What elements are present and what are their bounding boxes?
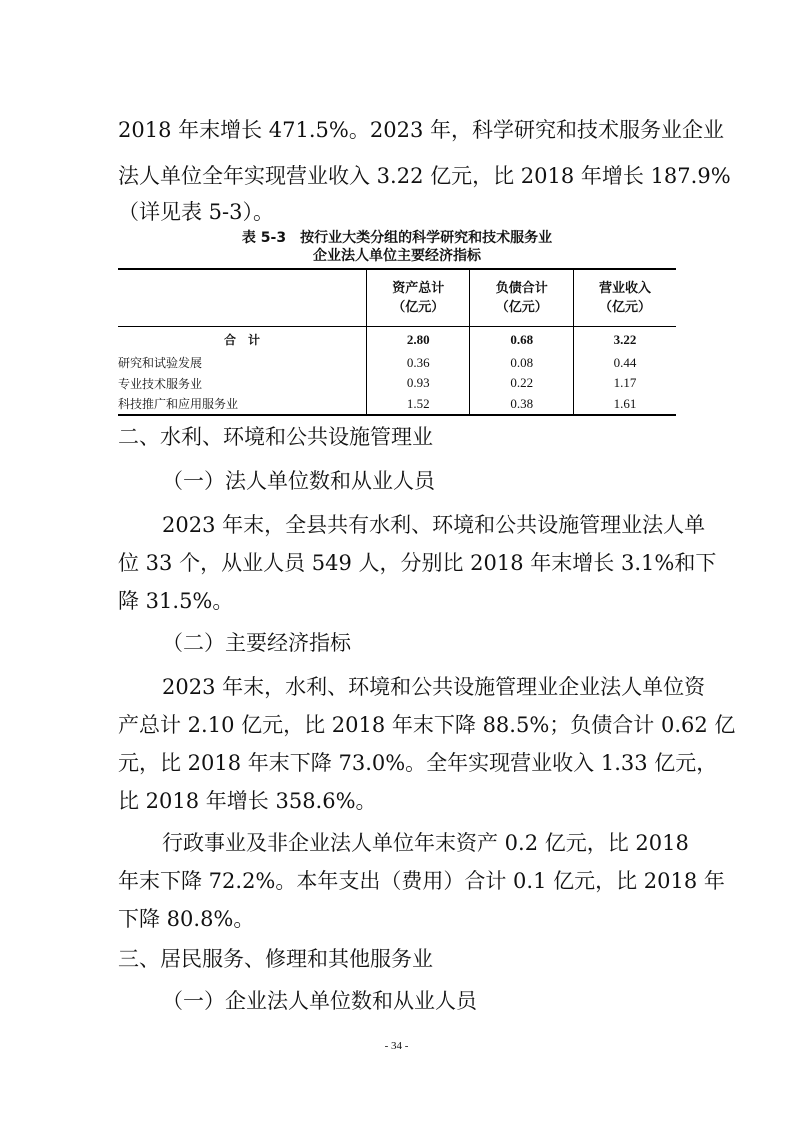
body-text-line: 降 31.5%。 <box>118 589 234 613</box>
cell: 0.22 <box>470 373 573 394</box>
header-label: 负债合计 <box>495 281 548 296</box>
data-table <box>118 268 676 416</box>
cell: 2.80 <box>367 327 470 353</box>
body-text-line: 下降 80.8%。 <box>118 907 255 931</box>
body-text-line: 行政事业及非企业法人单位年末资产 0.2 亿元，比 2018 <box>162 831 689 855</box>
cell: 1.17 <box>573 373 676 394</box>
table-row <box>118 327 676 353</box>
body-text-line: 位 33 个，从业人员 549 人，分别比 2018 年末增长 3.1%和下 <box>118 551 717 575</box>
table-row <box>118 373 676 394</box>
header-cell <box>470 269 573 327</box>
table-title: 企业法人单位主要经济指标 <box>313 248 481 264</box>
body-text-line: 元，比 2018 年末下降 73.0%。全年实现营业收入 1.33 亿元， <box>118 751 718 775</box>
body-text-line: 产总计 2.10 亿元，比 2018 年末下降 88.5%；负债合计 0.62 亿 <box>118 713 736 737</box>
header-cell <box>573 269 676 327</box>
header-cell <box>118 269 367 327</box>
header-label: 营业收入 <box>598 281 651 296</box>
subsection-heading: （一）法人单位数和从业人员 <box>162 469 435 493</box>
body-text-line: 2023 年末，全县共有水利、环境和公共设施管理业法人单 <box>162 513 706 537</box>
header-unit: （亿元） <box>495 300 548 315</box>
header-label: 资产总计 <box>392 281 445 296</box>
subsection-heading: （二）主要经济指标 <box>162 631 351 655</box>
table-title: 表 5-3 按行业大类分组的科学研究和技术服务业 <box>241 230 553 246</box>
cell: 0.38 <box>470 394 573 416</box>
body-text-line: （详见表 5-3）。 <box>118 200 274 224</box>
section-heading: 三、居民服务、修理和其他服务业 <box>118 947 433 971</box>
cell: 合 计 <box>223 333 260 348</box>
cell: 专业技术服务业 <box>118 376 203 391</box>
table-row <box>118 353 676 374</box>
header-unit: （亿元） <box>392 300 445 315</box>
cell: 0.93 <box>367 373 470 394</box>
page-number: - 34 - <box>384 1040 409 1052</box>
cell: 1.61 <box>573 394 676 416</box>
cell: 0.08 <box>470 353 573 374</box>
cell: 1.52 <box>367 394 470 416</box>
cell: 0.68 <box>470 327 573 353</box>
table-row <box>118 394 676 416</box>
header-cell <box>367 269 470 327</box>
body-text-line: 年末下降 72.2%。本年支出（费用）合计 0.1 亿元，比 2018 年 <box>118 869 725 893</box>
body-text-line: 2018 年末增长 471.5%。2023 年，科学研究和技术服务业企业 <box>118 118 724 142</box>
section-heading: 二、水利、环境和公共设施管理业 <box>118 425 433 449</box>
body-text-line: 法人单位全年实现营业收入 3.22 亿元，比 2018 年增长 187.9% <box>118 164 731 188</box>
cell: 0.36 <box>367 353 470 374</box>
subsection-heading: （一）企业法人单位数和从业人员 <box>162 989 477 1013</box>
cell: 0.44 <box>573 353 676 374</box>
cell: 科技推广和应用服务业 <box>118 397 239 412</box>
table-header-row <box>118 269 676 327</box>
body-text-line: 比 2018 年增长 358.6%。 <box>118 789 377 813</box>
body-text-line: 2023 年末，水利、环境和公共设施管理业企业法人单位资 <box>162 675 706 699</box>
cell: 3.22 <box>573 327 676 353</box>
header-unit: （亿元） <box>598 300 651 315</box>
cell: 研究和试验发展 <box>118 356 203 371</box>
